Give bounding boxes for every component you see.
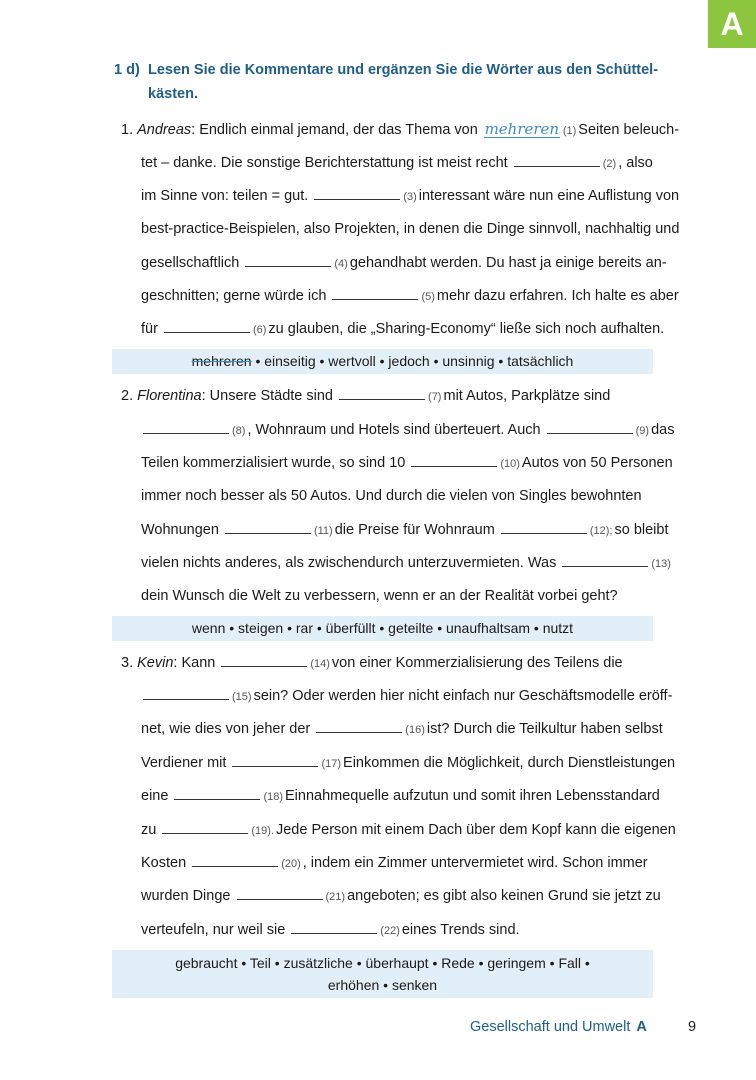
gap-13[interactable] bbox=[562, 553, 648, 567]
gap-ref: (1) bbox=[562, 125, 577, 137]
gap-ref: (19). bbox=[251, 825, 274, 837]
text: so bleibt bbox=[614, 522, 669, 538]
gap-19[interactable] bbox=[162, 820, 248, 834]
text: zu glauben, die „Sharing-Economy“ ließe sich noch aufhalten. bbox=[268, 321, 665, 337]
text: Wohnungen bbox=[141, 522, 219, 538]
ex1-line-2 bbox=[141, 153, 653, 174]
text: mehr dazu erfahren. Ich halte es aber bbox=[436, 288, 679, 304]
gap-ref: (21) bbox=[325, 891, 346, 903]
gap-1-filled[interactable]: mehreren bbox=[484, 120, 560, 138]
task-number: 1 d) bbox=[114, 62, 140, 78]
gap-ref: (14) bbox=[310, 658, 330, 670]
text: von einer Kommerzialisierung des Teilens die bbox=[331, 655, 623, 671]
gap-17[interactable] bbox=[232, 753, 318, 767]
text: Teilen kommerzialisiert wurde, so sind 10 bbox=[141, 455, 406, 471]
text: mit Autos, Parkplätze sind bbox=[443, 388, 611, 404]
gap-ref: (6) bbox=[252, 324, 267, 336]
gap-15[interactable] bbox=[143, 686, 229, 700]
gap-20[interactable] bbox=[192, 853, 278, 867]
ex1-line-7 bbox=[141, 319, 664, 340]
text: net, wie dies von jeher der bbox=[141, 721, 311, 737]
text: : Unsere Städte sind bbox=[201, 388, 333, 404]
text: sein? Oder werden hier nicht einfach nur Geschäftsmodelle eröff- bbox=[253, 688, 673, 704]
ex2-line-3 bbox=[141, 453, 673, 474]
gap-ref: (17) bbox=[321, 758, 342, 770]
ex2-line-2 bbox=[141, 420, 674, 441]
gap-10[interactable] bbox=[411, 453, 497, 467]
gap-22[interactable] bbox=[291, 920, 377, 934]
ex3-number: 3. bbox=[121, 655, 134, 671]
text: das bbox=[651, 422, 675, 438]
text: , also bbox=[618, 155, 653, 171]
text: wurden Dinge bbox=[141, 888, 231, 904]
ex2-line-6 bbox=[141, 553, 673, 574]
word-list: • einseitig • wertvoll • jedoch • unsinnig • tatsächlich bbox=[251, 353, 574, 369]
gap-ref: (16) bbox=[405, 724, 425, 736]
text: interessant wäre nun eine Auflistung von bbox=[418, 188, 680, 204]
ex2-author: Florentina bbox=[137, 388, 202, 404]
gap-ref: (20) bbox=[281, 858, 301, 870]
gap-3[interactable] bbox=[314, 186, 400, 200]
page-number: 9 bbox=[688, 1019, 697, 1035]
text: gesellschaftlich bbox=[141, 255, 240, 271]
gap-7[interactable] bbox=[339, 386, 425, 400]
word-box-3 bbox=[112, 950, 653, 998]
text: , Wohnraum und Hotels sind überteuert. Auch bbox=[247, 422, 541, 438]
ex3-line-2 bbox=[141, 686, 672, 707]
unit-tab: A bbox=[708, 0, 756, 48]
gap-ref: (9) bbox=[635, 425, 650, 437]
text: Autos von 50 Personen bbox=[521, 455, 673, 471]
text: die Preise für Wohnraum bbox=[334, 522, 495, 538]
gap-9[interactable] bbox=[547, 420, 633, 434]
ex3-line-7 bbox=[141, 853, 648, 874]
gap-12[interactable] bbox=[501, 520, 587, 534]
text: Verdiener mit bbox=[141, 755, 227, 771]
text: zu bbox=[141, 822, 157, 838]
gap-ref: (13) bbox=[651, 558, 671, 570]
gap-ref: (22) bbox=[380, 925, 400, 937]
gap-ref: (2) bbox=[602, 158, 617, 170]
gap-ref: (15) bbox=[232, 691, 252, 703]
text: gehandhabt werden. Du hast ja einige bereits an- bbox=[349, 255, 667, 271]
ex2-number: 2. bbox=[121, 388, 134, 404]
ex2-line-7: dein Wunsch die Welt zu verbessern, wenn er an der Realität vorbei geht? bbox=[141, 588, 618, 604]
ex3-line-6 bbox=[141, 820, 676, 841]
text: verteufeln, nur weil sie bbox=[141, 922, 286, 938]
chapter-title: Gesellschaft und Umwelt bbox=[470, 1019, 631, 1035]
text: im Sinne von: teilen = gut. bbox=[141, 188, 309, 204]
gap-ref: (10) bbox=[500, 458, 520, 470]
ex3-line-9 bbox=[141, 920, 520, 941]
gap-5[interactable] bbox=[332, 286, 418, 300]
gap-6[interactable] bbox=[164, 319, 250, 333]
text: Jede Person mit einem Dach über dem Kopf kann die eigenen bbox=[275, 822, 676, 838]
gap-4[interactable] bbox=[245, 253, 331, 267]
ex1-line-3 bbox=[141, 186, 679, 207]
gap-14[interactable] bbox=[221, 653, 307, 667]
ex3-author: Kevin bbox=[137, 655, 174, 671]
gap-2[interactable] bbox=[514, 153, 600, 167]
text: geschnitten; gerne würde ich bbox=[141, 288, 327, 304]
ex3-line-8 bbox=[141, 886, 661, 907]
gap-11[interactable] bbox=[225, 520, 311, 534]
ex3-line-5 bbox=[141, 786, 660, 807]
text: eine bbox=[141, 788, 169, 804]
text: , indem ein Zimmer untervermietet wird. Schon immer bbox=[302, 855, 648, 871]
gap-21[interactable] bbox=[237, 886, 323, 900]
ex1-line-6 bbox=[141, 286, 679, 307]
gap-ref: (4) bbox=[334, 258, 348, 270]
gap-ref: (7) bbox=[428, 391, 442, 403]
word-list-line-2: erhöhen • senken bbox=[327, 977, 438, 993]
word-list-line-1: gebraucht • Teil • zusätzliche • überhaupt • Rede • geringem • Fall • bbox=[175, 955, 590, 971]
gap-ref: (12); bbox=[589, 525, 613, 537]
text: Seiten beleuch- bbox=[578, 122, 680, 138]
text: vielen nichts anderes, als zwischendurch unterzuvermieten. Was bbox=[141, 555, 557, 571]
text: Einnahmequelle aufzutun und somit ihren Lebensstandard bbox=[285, 788, 660, 804]
text: Einkommen die Möglichkeit, durch Dienstleistungen bbox=[343, 755, 676, 771]
ex1-author: Andreas bbox=[137, 122, 192, 138]
ex3-line-4 bbox=[141, 753, 675, 774]
text: ist? Durch die Teilkultur haben selbst bbox=[426, 721, 663, 737]
gap-ref: (11) bbox=[313, 525, 333, 537]
task-instruction: Lesen Sie die Kommentare und ergänzen Sie die Wörter aus den Schüttel- bbox=[148, 62, 659, 78]
text: : Endlich einmal jemand, der das Thema von bbox=[191, 122, 478, 138]
word-box-1 bbox=[112, 349, 653, 374]
gap-ref: (3) bbox=[403, 191, 417, 203]
text: : Kann bbox=[173, 655, 216, 671]
ex1-line-5 bbox=[141, 253, 667, 274]
text: eines Trends sind. bbox=[401, 922, 520, 938]
gap-8[interactable] bbox=[143, 420, 229, 434]
ex2-line-5 bbox=[141, 520, 669, 541]
ex3-line-1 bbox=[121, 653, 623, 674]
ex1-line-1 bbox=[121, 120, 679, 141]
ex2-line-1 bbox=[121, 386, 610, 407]
chapter-letter: A bbox=[636, 1019, 647, 1035]
text: angeboten; es gibt also keinen Grund sie jetzt zu bbox=[347, 888, 661, 904]
gap-ref: (8) bbox=[232, 425, 246, 437]
word-box-2: wenn • steigen • rar • überfüllt • geteilte • unaufhaltsam • nutzt bbox=[112, 616, 653, 641]
ex1-number: 1. bbox=[121, 122, 134, 138]
gap-ref: (18) bbox=[263, 791, 284, 803]
page-footer bbox=[470, 1019, 647, 1035]
ex1-line-4: best-practice-Beispielen, also Projekten, in denen die Dinge sinnvoll, nachhaltig und bbox=[141, 221, 680, 237]
ex2-line-4: immer noch besser als 50 Autos. Und durch die vielen von Singles bewohnten bbox=[141, 488, 642, 504]
task-instruction-cont: kästen. bbox=[148, 86, 198, 102]
gap-16[interactable] bbox=[316, 719, 402, 733]
gap-ref: (5) bbox=[421, 291, 435, 303]
ex3-line-3 bbox=[141, 719, 663, 740]
used-word: mehreren bbox=[191, 353, 252, 369]
gap-18[interactable] bbox=[174, 786, 260, 800]
task-heading bbox=[114, 58, 694, 106]
text: Kosten bbox=[141, 855, 187, 871]
text: tet – danke. Die sonstige Berichterstattung ist meist recht bbox=[141, 155, 508, 171]
text: für bbox=[141, 321, 158, 337]
